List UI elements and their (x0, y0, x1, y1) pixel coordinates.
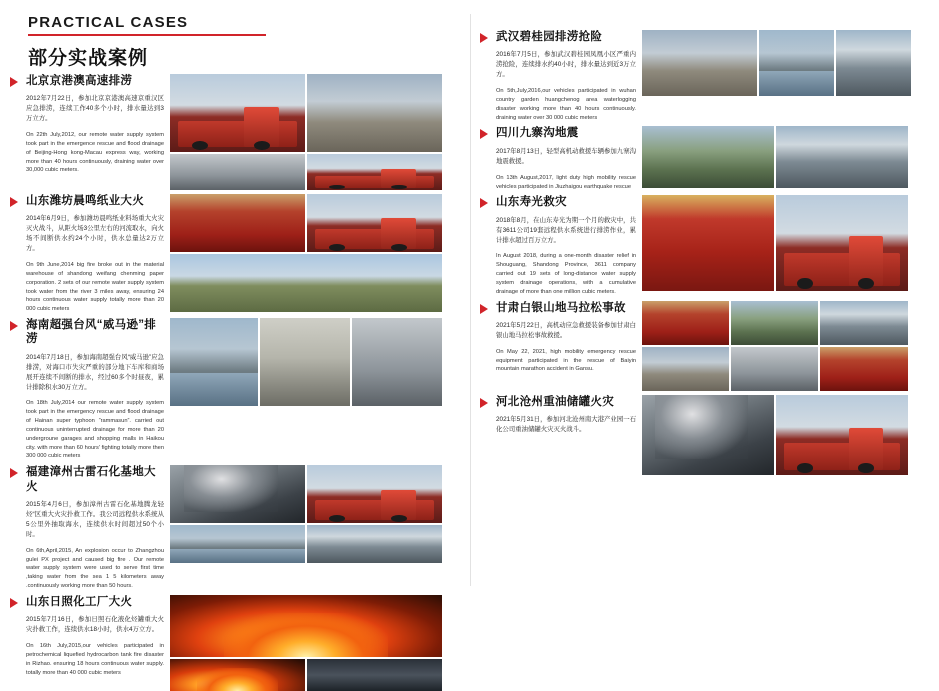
smoke-plume-shape (184, 465, 279, 511)
photo-pump-equipment (170, 154, 305, 190)
case-text (0, 318, 170, 461)
triangle-bullet-icon (480, 304, 488, 314)
wheel-shape (329, 515, 345, 522)
photo-firefighters-group (307, 74, 442, 152)
case-description-en: On May 22, 2021, high mobility emergency rescue equipment participated in the rescue of Baiyin mountain marathon accident in Gansu. (496, 348, 636, 373)
case-description-en: On 18th July,2014 our remote water supply system took part in the emergency rescue and flood drainage of Hainan super typhoon “rammasun”. carried out continuous uninterrupted drainage for more than 20 undergroune garages and shopping malls in Haikou city. with more than 60 hours' fighting totally more then 300 000 cubic meters (26, 400, 164, 460)
right-column (470, 0, 939, 600)
case-block (0, 595, 470, 691)
case-photo-gallery (642, 301, 912, 391)
wheel-shape (797, 278, 813, 290)
photo-foam-spray-ground (170, 194, 305, 252)
photo-hose-relay-line (307, 525, 442, 563)
case-description-cn: 2014年6月9日，参加潍坊晨鸣纸业料场重大火灾灭火战斗，从距火场3公里左右的河流取水，向火场不间断供水约24个小时，供水总量达2万立方。 (26, 215, 164, 253)
case-description-en: On 9th June,2014 big fire broke out in the material warehouse of shandong weifang chenming paper corporation. 2 sets of our remote water supply system took water from the river 3 miles away, ensuring 24 hours continuous water supply totally more than 20 000 cubic meters (26, 262, 164, 313)
case-description-en: On 22th July,2012, our remote water supply system took part in the emergence rescue and flood drainage of Beijing-Hong kong-Macau express way, working more than 40 hours continuously, draining water over 30,000 cubic meters. (26, 132, 164, 174)
photo-blue-rescue-vehicle (642, 126, 774, 188)
photo-seawater-intake (170, 525, 305, 563)
case-description-cn: 2015年7月16日，参加日照石化液化烃罐重大火灾扑救工作，连续供水18小时，供水4万立方。 (26, 616, 164, 634)
case-photo-gallery (170, 74, 442, 190)
case-description-cn: 2012年7月22日，参加北京京港澳高速京重汉区应急排涝，连续工作40多个小时，排水量达到3万立方。 (26, 95, 164, 123)
water-surface-shape (759, 71, 834, 96)
triangle-bullet-icon (10, 468, 18, 478)
case-block (470, 395, 939, 475)
case-photo-gallery (642, 30, 912, 96)
case-title: 北京京港澳高速排涝 (26, 75, 133, 87)
photo-drainage-garage (352, 318, 442, 406)
triangle-bullet-icon (480, 398, 488, 408)
triangle-bullet-icon (480, 198, 488, 208)
photo-refinery-fire-smoke (170, 465, 305, 523)
case-block (470, 301, 939, 391)
photo-vehicle-fleet-lineup (820, 347, 908, 391)
photo-fire-trucks-response (776, 395, 908, 475)
photo-silver-fire-truck (307, 194, 442, 252)
case-description-en: On 13th August,2017, light duty high mobility rescue vehicles participated in Jiuzhaigou earthquake rescue (496, 174, 636, 190)
case-title: 山东潍坊晨鸣纸业大火 (26, 195, 144, 207)
wheel-shape (858, 278, 874, 290)
case-description-cn: 2016年7月5日，参加武汉碧桂园凤凰小区严重内涝抢险，连续排水约40小时，排水量达到近3万立方。 (496, 51, 636, 79)
case-photo-gallery (170, 318, 442, 406)
water-surface-shape (170, 373, 258, 406)
photo-fire-truck-on-site (307, 465, 442, 523)
photo-night-fire-ops (170, 659, 305, 691)
flame-shape (197, 668, 278, 690)
case-text (470, 301, 642, 375)
case-block (0, 194, 470, 314)
case-description-cn: 2021年5月22日，高机动应急救援装备参加甘肃白银山地马拉松事故救援。 (496, 321, 636, 339)
case-description-cn: 2017年8月13日，轻型高机动救援车辆参加九寨沟地震救援。 (496, 147, 636, 165)
case-text (470, 395, 642, 442)
photo-indoor-pump-hall (260, 318, 350, 406)
wheel-shape (329, 185, 345, 189)
wheel-shape (391, 244, 407, 251)
photo-command-post (642, 347, 729, 391)
case-title: 山东寿光救灾 (496, 196, 567, 209)
photo-tank-farm-fire (170, 595, 442, 657)
case-text (0, 74, 170, 175)
photo-oil-tank-smoke (642, 395, 774, 475)
photo-atv-rescue (731, 347, 818, 391)
wheel-shape (254, 141, 270, 150)
case-description-cn: 2021年5月31日，参加河北沧州南大港产业园一石化公司重油储罐火灾灭火战斗。 (496, 415, 636, 433)
photo-flooded-street-sign (170, 318, 258, 406)
case-description-cn: 2015年4月6日，参加漳州古雷石化基地腾龙轻烃“区重大火灾扑救工作。我公司远程供水系统从5公里外抽取海水，连续供水时间超过50个小时。 (26, 501, 164, 538)
photo-tanker-convoy (776, 126, 908, 188)
photo-mountain-track (731, 301, 818, 345)
case-text (470, 195, 642, 296)
case-description-en: On 16th July,2015,our vehicles participated in petrochemical liquefied hydrocarbon tank fire disaster in Rizhao. ensuring 18 hours continuous water supply. totally more than 40 000 cubic meters (26, 643, 164, 676)
case-description-en: On 5th,July,2016,our vehicles participated in wuhan country garden huangchenog area waterlogging disaster working more than 40 hours continuously. draining water over 30 000 cubic meters (496, 88, 636, 121)
case-description-en: On 6th,April,2015, An explosion occur to Zhangzhou gulei PX project and caused big fire . Our remote water supply system were used to serve first time ,taking water from the sea 1 5 kilometers away .continuously working more than 50 hours. (26, 547, 164, 590)
case-block (470, 30, 939, 122)
case-title: 海南超强台风“威马逊”排涝 (26, 319, 157, 346)
triangle-bullet-icon (10, 321, 18, 331)
photo-hose-line-long (170, 254, 442, 312)
wheel-shape (797, 463, 813, 473)
triangle-bullet-icon (10, 197, 18, 207)
case-description-cn: 2014年7月18日，参加海南超强台风“威马逊”应急排涝，对海口市失灾严重的部分地下车库和商场展开连续不间断的排水，经过60多个时昼夜，累计排除积水30万立方。 (26, 353, 164, 391)
case-description-en: In August 2018, during a one-month disaster relief in Shouguang, Shandong Province, 3611 company carried out 19 sets of long-distance water supply system drainage operations, with a cumulative drainage of more than one million cubic meters. (496, 253, 636, 295)
case-text (470, 126, 642, 191)
page-title-cn: 部分实战案例 (28, 48, 149, 69)
case-title: 四川九寨沟地震 (496, 127, 579, 140)
triangle-bullet-icon (10, 77, 18, 87)
case-block (0, 74, 470, 190)
case-block (0, 465, 470, 591)
case-title: 武汉碧桂园排涝抢险 (496, 31, 603, 43)
photo-flood-site-workers (759, 30, 834, 96)
photo-fire-truck-night (307, 659, 442, 691)
water-surface-shape (170, 549, 305, 563)
flame-shape (224, 613, 387, 656)
case-photo-gallery (642, 195, 912, 291)
wheel-shape (858, 463, 874, 473)
photo-red-vehicles-row (642, 301, 729, 345)
case-title: 河北沧州重油储罐火灾 (496, 395, 614, 408)
wheel-shape (329, 244, 345, 251)
page-title-en: PRACTICAL CASES (28, 14, 266, 36)
wheel-shape (391, 185, 407, 189)
photo-rescue-truck-field (776, 195, 908, 291)
wheel-shape (192, 141, 208, 150)
case-block (470, 195, 939, 296)
case-photo-gallery (170, 595, 442, 691)
case-description-cn: 2018年8月，在山东寿光为期一个月的救灾中，共有3611公司19套远程供水系统进行排涝作业，累计排水超过百万立方。 (496, 216, 636, 244)
triangle-bullet-icon (480, 33, 488, 43)
photo-rescue-convoy (820, 301, 908, 345)
case-photo-gallery (642, 395, 912, 475)
case-block (470, 126, 939, 191)
case-photo-gallery (642, 126, 912, 188)
case-title: 山东日照化工厂大火 (26, 595, 133, 608)
case-title: 福建漳州古雷石化基地大火 (26, 466, 156, 493)
case-text (0, 595, 170, 678)
photo-rescue-workers-on-truck (170, 74, 305, 152)
photo-red-fire-truck-side (307, 154, 442, 190)
case-photo-gallery (170, 194, 442, 312)
case-title: 甘肃白银山地马拉松事故 (496, 301, 626, 314)
case-text (0, 465, 170, 591)
case-text (470, 30, 642, 122)
case-text (0, 194, 170, 314)
left-column (0, 0, 470, 676)
page-header (0, 0, 470, 74)
case-photo-gallery (170, 465, 442, 563)
photo-yellow-pump-truck (642, 30, 757, 96)
triangle-bullet-icon (480, 129, 488, 139)
smoke-plume-shape (655, 395, 747, 459)
triangle-bullet-icon (10, 598, 18, 608)
photo-pipe-discharge (836, 30, 911, 96)
wheel-shape (391, 515, 407, 522)
photo-honor-banner (642, 195, 774, 291)
case-block (0, 318, 470, 461)
